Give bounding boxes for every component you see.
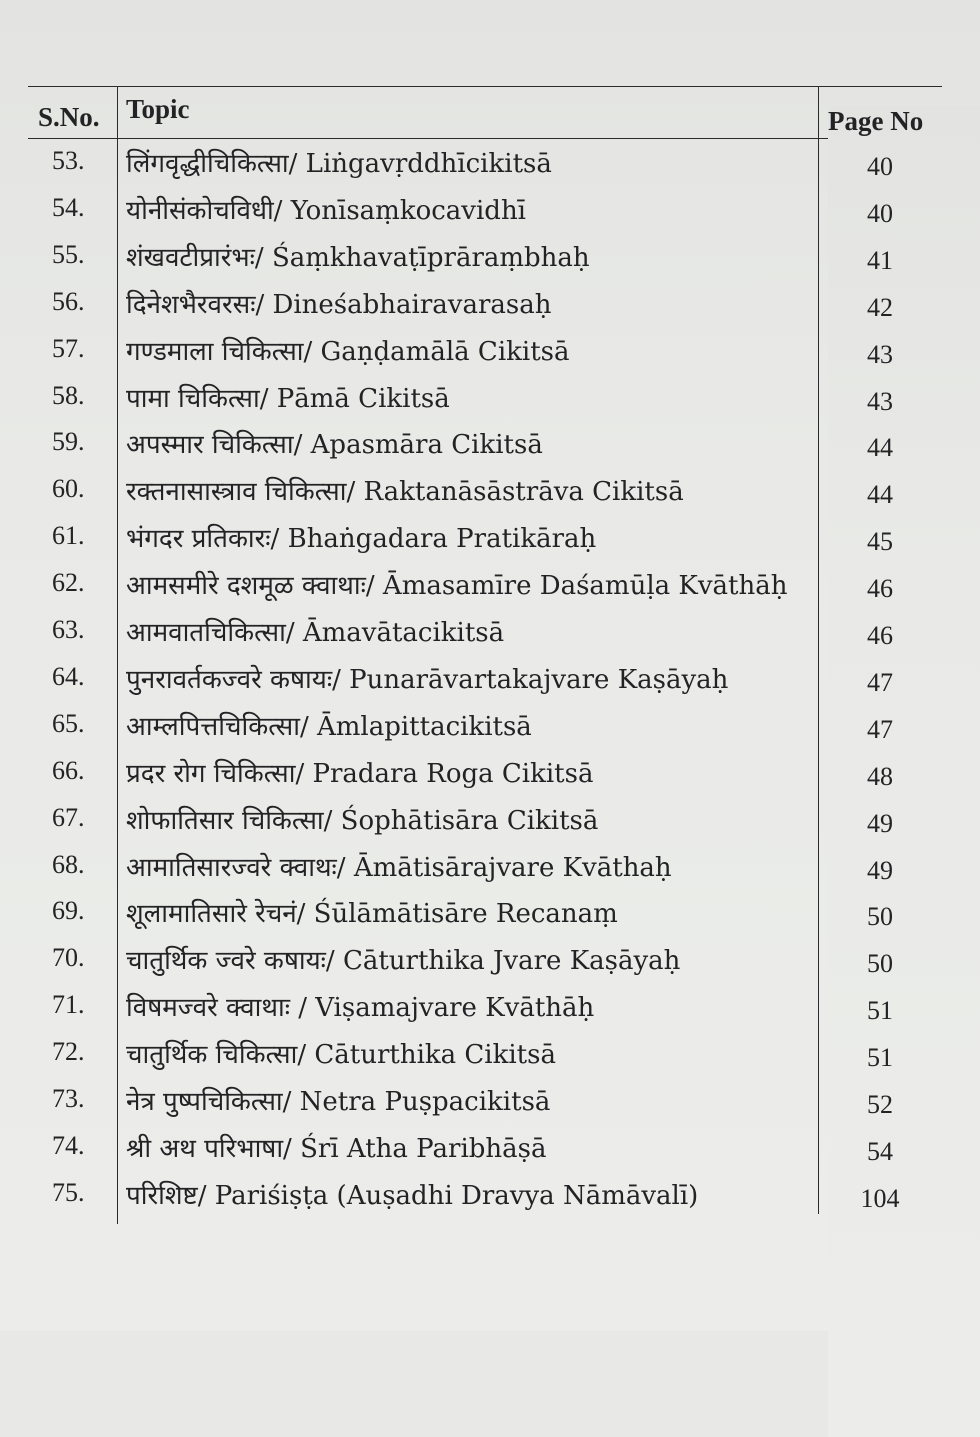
row-page-number: 46 <box>867 621 893 650</box>
table-row <box>28 375 942 421</box>
row-page-number: 50 <box>867 949 893 979</box>
row-topic: लिंगवृद्धीचिकित्सा/ Liṅgavṛddhīcikitsā <box>126 149 552 179</box>
table-row <box>28 562 942 608</box>
row-page-number: 49 <box>867 808 893 838</box>
row-topic: चातुर्थिक चिकित्सा/ Cāturthika Cikitsā <box>126 1040 556 1071</box>
row-topic: परिशिष्ट/ Pariśiṣṭa (Auṣadhi Dravya Nāmāvalī) <box>126 1180 699 1211</box>
row-number: 57. <box>52 333 85 363</box>
row-topic: आम्लपित्तचिकित्सा/ Āmlapittacikitsā <box>126 711 532 742</box>
row-topic: दिनेशभैरवरसः/ Dineśabhairavarasaḥ <box>126 289 552 320</box>
row-number: 56. <box>52 286 85 316</box>
table-row <box>28 750 942 796</box>
row-number: 69. <box>52 896 85 926</box>
table-row <box>28 797 942 843</box>
row-number: 62. <box>52 568 85 598</box>
row-number: 72. <box>52 1037 85 1067</box>
table-top-rule <box>28 86 942 87</box>
row-number: 74. <box>52 1130 85 1160</box>
row-number: 71. <box>52 990 85 1020</box>
row-topic: पामा चिकित्सा/ Pāmā Cikitsā <box>126 383 450 414</box>
row-page-number: 54 <box>867 1136 893 1166</box>
row-topic: आमसमीरे दशमूळ क्वाथाः/ Āmasamīre Daśamūḷa Kvāthāḥ <box>126 571 788 602</box>
table-row <box>28 609 942 655</box>
row-number: 64. <box>52 661 85 691</box>
table-row <box>28 984 942 1030</box>
header-sno: S.No. <box>38 102 100 132</box>
table-row <box>28 421 942 467</box>
row-topic: विषमज्वरे क्वाथाः / Viṣamajvare Kvāthāḥ <box>126 993 595 1024</box>
table-row <box>28 328 942 374</box>
row-number: 59. <box>52 427 85 457</box>
row-number: 55. <box>52 239 85 269</box>
table-row <box>28 140 942 186</box>
row-page-number: 50 <box>867 902 893 932</box>
row-topic: शूलामातिसारे रेचनं/ Śūlāmātisāre Recanaṃ <box>126 899 618 930</box>
row-topic: आमातिसारज्वरे क्वाथः/ Āmātisārajvare Kvāthaḥ <box>126 852 672 883</box>
row-number: 53. <box>52 146 85 175</box>
table-row <box>28 515 942 561</box>
row-topic: रक्तनासास्त्राव चिकित्सा/ Raktanāsāstrāva Cikitsā <box>126 477 684 508</box>
row-page-number: 44 <box>867 433 893 463</box>
row-page-number: 47 <box>867 714 893 744</box>
table-row <box>28 281 942 327</box>
row-page-number: 43 <box>867 339 893 369</box>
row-page-number: 44 <box>867 480 893 510</box>
row-page-number: 51 <box>867 996 893 1026</box>
row-number: 75. <box>52 1177 85 1207</box>
row-topic: शंखवटीप्रारंभः/ Śaṃkhavaṭīprāraṃbhaḥ <box>126 242 590 273</box>
row-page-number: 104 <box>860 1183 900 1213</box>
header-bottom-rule <box>28 138 942 139</box>
header-page-no: Page No <box>828 106 980 1437</box>
header-topic: Topic <box>126 94 190 124</box>
table-row <box>28 844 942 890</box>
table-row <box>28 1172 942 1218</box>
table-row <box>28 1031 942 1077</box>
row-number: 68. <box>52 849 85 879</box>
table-row <box>28 703 942 749</box>
row-page-number: 40 <box>867 198 893 228</box>
row-page-number: 47 <box>867 667 893 697</box>
table-row <box>28 1078 942 1124</box>
row-number: 54. <box>52 192 85 222</box>
row-number: 63. <box>52 615 85 644</box>
row-topic: गण्डमाला चिकित्सा/ Gaṇḍamālā Cikitsā <box>126 336 570 367</box>
row-topic: चातुर्थिक ज्वरे कषायः/ Cāturthika Jvare Kaṣāyaḥ <box>126 946 681 977</box>
table-row <box>28 187 942 233</box>
contents-table <box>28 86 942 1226</box>
row-topic: आमवातचिकित्सा/ Āmavātacikitsā <box>126 618 505 648</box>
row-page-number: 45 <box>867 527 893 557</box>
row-page-number: 49 <box>867 855 893 885</box>
table-row <box>28 937 942 983</box>
table-row <box>28 234 942 280</box>
row-number: 58. <box>52 380 85 410</box>
row-page-number: 41 <box>867 245 893 275</box>
row-topic: योनीसंकोचविधी/ Yonīsaṃkocavidhī <box>126 195 526 226</box>
row-number: 61. <box>52 521 85 551</box>
table-row <box>28 1125 942 1171</box>
row-page-number: 51 <box>867 1043 893 1073</box>
table-row <box>28 890 942 936</box>
row-topic: अपस्मार चिकित्सा/ Apasmāra Cikitsā <box>126 430 543 461</box>
row-topic: शोफातिसार चिकित्सा/ Śophātisāra Cikitsā <box>126 805 599 836</box>
table-row <box>28 468 942 514</box>
row-number: 65. <box>52 708 85 738</box>
row-page-number: 46 <box>867 574 893 604</box>
row-topic: नेत्र पुष्पचिकित्सा/ Netra Puṣpacikitsā <box>126 1087 551 1117</box>
row-topic: श्री अथ परिभाषा/ Śrī Atha Paribhāṣā <box>126 1133 547 1164</box>
row-number: 73. <box>52 1084 85 1113</box>
row-number: 60. <box>52 474 85 504</box>
row-page-number: 40 <box>867 152 893 181</box>
row-topic: भंगदर प्रतिकारः/ Bhaṅgadara Pratikāraḥ <box>126 524 597 555</box>
row-number: 70. <box>52 943 85 973</box>
row-page-number: 52 <box>867 1090 893 1119</box>
row-number: 67. <box>52 802 85 832</box>
row-page-number: 48 <box>867 761 893 791</box>
row-page-number: 42 <box>867 292 893 322</box>
row-number: 66. <box>52 755 85 785</box>
row-page-number: 43 <box>867 386 893 416</box>
table-row <box>28 656 942 702</box>
row-topic: प्रदर रोग चिकित्सा/ Pradara Roga Cikitsā <box>126 758 594 789</box>
row-topic: पुनरावर्तकज्वरे कषायः/ Punarāvartakajvare Kaṣāyaḥ <box>126 664 729 695</box>
